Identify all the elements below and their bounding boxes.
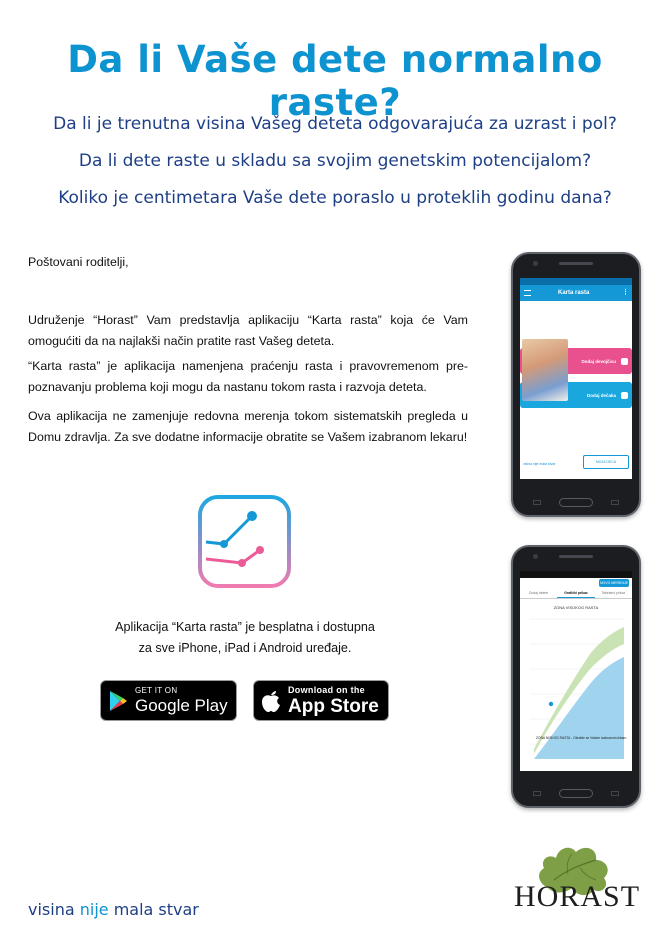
recents-key-icon bbox=[611, 791, 619, 796]
google-play-icon bbox=[108, 690, 128, 712]
back-key-icon bbox=[533, 500, 541, 505]
question-growth: Koliko je centimetara Vaše dete poraslo u proteklih godinu dana? bbox=[58, 188, 612, 208]
status-bar bbox=[520, 278, 632, 285]
tab-graph: Grafički prikaz bbox=[557, 588, 594, 598]
logo-wordmark: HORAST bbox=[514, 880, 641, 913]
zone-low-label: ZONA NISKOG RASTA - Obratite se Vašem izabranom lekaru bbox=[536, 736, 627, 740]
letter-paragraph: Udruženje “Horast” Vam predstavlja aplikaciju “Karta rasta” koja će Vam omogućiti da na najlakši način pratite rast Vašeg deteta. bbox=[28, 313, 468, 348]
chevron-right-icon bbox=[621, 392, 628, 399]
tab-table: Tabelarni prikaz bbox=[601, 591, 626, 595]
camera-icon bbox=[533, 261, 538, 266]
karta-rasta-app-icon bbox=[198, 495, 291, 588]
google-play-badge[interactable] bbox=[100, 680, 237, 721]
slogan-part: visina bbox=[28, 900, 80, 919]
home-button bbox=[559, 789, 593, 798]
footer-slogan bbox=[28, 900, 199, 919]
phone-mockup-chart bbox=[511, 545, 641, 808]
my-children-button: MOJA DECA bbox=[583, 455, 629, 469]
menu-icon bbox=[524, 290, 531, 296]
chevron-right-icon bbox=[621, 358, 628, 365]
letter-greeting: Poštovani roditelji, bbox=[28, 255, 129, 269]
badge-small-text: Download on the bbox=[288, 684, 365, 695]
add-girl-label: Dodaj devojčicu bbox=[581, 358, 616, 364]
app-top-bar bbox=[520, 578, 632, 588]
recents-key-icon bbox=[611, 500, 619, 505]
letter-paragraph: “Karta rasta” je aplikacija namenjena praćenju rasta i pravovremenom pre-poznavanju problema koji mogu da nastanu tokom rasta i razvoja deteta. bbox=[28, 359, 468, 394]
chart-tabs bbox=[520, 588, 632, 599]
new-measurement-button: NOVO MERENJE bbox=[599, 581, 628, 585]
phone-screen bbox=[520, 571, 632, 771]
page-title: Da li Vaše dete normalno raste? bbox=[67, 38, 603, 124]
speaker-grille bbox=[559, 555, 593, 558]
tab-add-child: Dodaj detete bbox=[529, 591, 549, 595]
badge-big-text: App Store bbox=[288, 695, 379, 717]
app-bar-title: Karta rasta bbox=[558, 290, 590, 296]
back-key-icon bbox=[533, 791, 541, 796]
screen-footer-link: visina nije mala stvar bbox=[523, 462, 556, 466]
phone-screen bbox=[520, 278, 632, 479]
growth-chart bbox=[520, 599, 632, 771]
children-photo bbox=[522, 339, 568, 401]
apple-icon bbox=[261, 689, 281, 713]
slogan-part: mala stvar bbox=[108, 900, 199, 919]
overflow-menu-icon: ⋮ bbox=[622, 289, 629, 296]
badge-big-text: Google Play bbox=[135, 696, 228, 715]
badge-small-text: GET IT ON bbox=[135, 686, 178, 695]
phone-mockup-home bbox=[511, 252, 641, 517]
availability-text: za sve iPhone, iPad i Android uređaje. bbox=[138, 641, 352, 655]
status-bar bbox=[520, 571, 632, 578]
app-store-badge[interactable] bbox=[253, 680, 389, 721]
zone-high-label: ZONA VISOKOG RASTA bbox=[553, 605, 599, 610]
speaker-grille bbox=[559, 262, 593, 265]
add-boy-label: Dodaj dečaka bbox=[586, 392, 616, 398]
availability-text: Aplikacija “Karta rasta” je besplatna i dostupna bbox=[115, 620, 375, 634]
question-height: Da li je trenutna visina Vašeg deteta odgovarajuća za uzrast i pol? bbox=[53, 114, 617, 134]
horast-logo bbox=[508, 838, 641, 922]
app-bar bbox=[520, 285, 632, 301]
home-button bbox=[559, 498, 593, 507]
question-genetics: Da li dete raste u skladu sa svojim genetskim potencijalom? bbox=[78, 151, 592, 171]
camera-icon bbox=[533, 554, 538, 559]
slogan-highlight: nije bbox=[79, 900, 109, 919]
letter-paragraph: Ova aplikacija ne zamenjuje redovna merenja tokom sistematskih pregleda u Domu zdravlja. Za sve dodatne informacije obratite se Vašem izabranom lekaru! bbox=[28, 409, 468, 444]
